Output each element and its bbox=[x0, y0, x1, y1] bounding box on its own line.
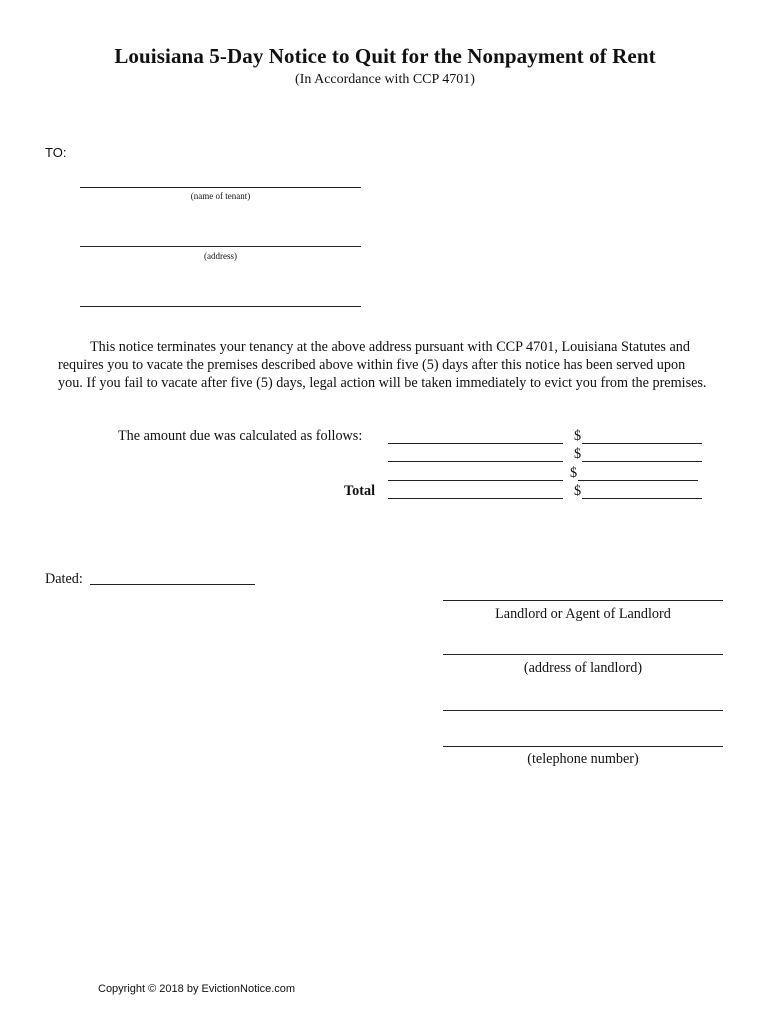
charge-description-line-3[interactable] bbox=[388, 480, 563, 481]
landlord-signature-caption: Landlord or Agent of Landlord bbox=[495, 606, 671, 622]
dollar-sign-3: $ bbox=[570, 465, 578, 481]
dollar-sign-1: $ bbox=[574, 428, 582, 444]
dated-label: Dated: bbox=[45, 571, 83, 587]
charge-description-line-1[interactable] bbox=[388, 443, 563, 444]
landlord-phone-caption: (telephone number) bbox=[527, 751, 639, 767]
charge-description-line-2[interactable] bbox=[388, 461, 563, 462]
charge-amount-line-2[interactable] bbox=[582, 461, 702, 462]
landlord-signature-line[interactable] bbox=[443, 600, 723, 601]
tenant-address-caption: (address) bbox=[204, 251, 237, 261]
charge-amount-line-3[interactable] bbox=[578, 480, 698, 481]
notice-paragraph-text: This notice terminates your tenancy at the above address pursuant with CCP 4701, Louisiana Statutes and requires you to vacate the premises described above within five (5) days after this notice has been served upon you. If you fail to vacate after five (5) days, legal action will be taken immediately to evict you from the premises. bbox=[58, 339, 707, 391]
page-title: Louisiana 5-Day Notice to Quit for the Nonpayment of Rent bbox=[114, 44, 656, 68]
dated-line[interactable] bbox=[90, 584, 255, 585]
page-subtitle: (In Accordance with CCP 4701) bbox=[295, 72, 475, 87]
total-label: Total bbox=[344, 483, 376, 499]
total-amount-line[interactable] bbox=[582, 498, 702, 499]
tenant-name-caption: (name of tenant) bbox=[190, 191, 251, 201]
copyright-notice: Copyright © 2018 by EvictionNotice.com bbox=[98, 983, 296, 995]
notice-paragraph bbox=[58, 338, 708, 392]
landlord-address-line-1[interactable] bbox=[443, 654, 723, 655]
to-label: TO: bbox=[45, 145, 67, 160]
charge-amount-line-1[interactable] bbox=[582, 443, 702, 444]
landlord-address-caption: (address of landlord) bbox=[523, 660, 643, 676]
tenant-address-line-1[interactable] bbox=[80, 246, 361, 247]
amount-calculation-label: The amount due was calculated as follows: bbox=[118, 428, 363, 444]
tenant-name-line[interactable] bbox=[80, 187, 361, 188]
dollar-sign-2: $ bbox=[574, 446, 582, 462]
landlord-phone-line[interactable] bbox=[443, 746, 723, 747]
tenant-address-line-2[interactable] bbox=[80, 306, 361, 307]
dollar-sign-total: $ bbox=[574, 483, 582, 499]
total-description-line[interactable] bbox=[388, 498, 563, 499]
landlord-address-line-2[interactable] bbox=[443, 710, 723, 711]
